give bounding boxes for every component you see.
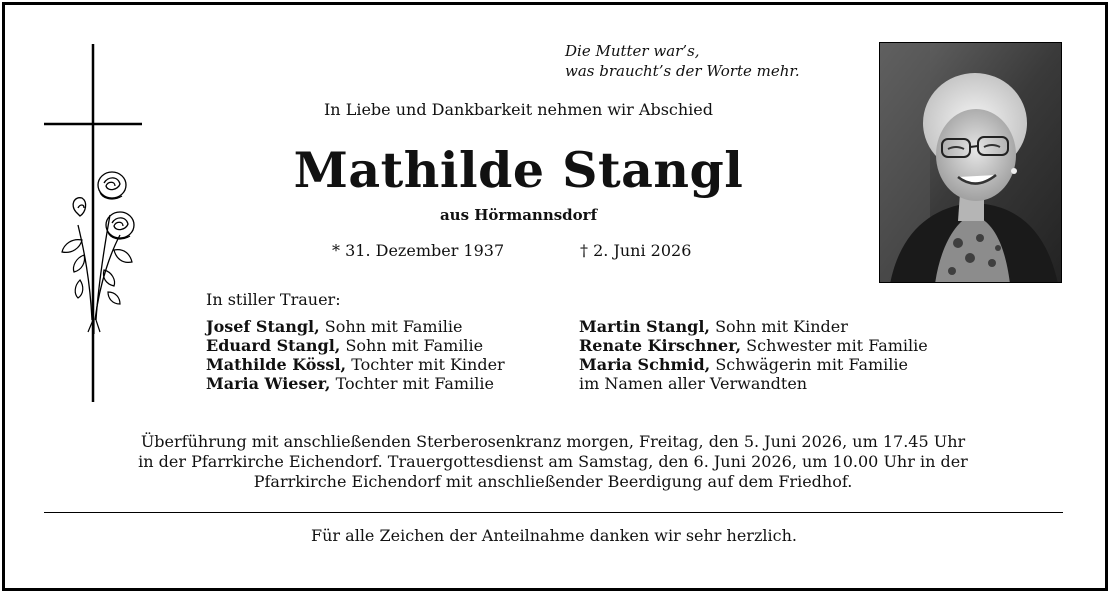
portrait-photo	[879, 42, 1062, 283]
mourner-relation: Tochter mit Familie	[335, 374, 494, 393]
mourner-relation: Schwester mit Familie	[746, 336, 928, 355]
funeral-notice	[50, 432, 1056, 492]
mourner-name: Martin Stangl,	[579, 317, 710, 336]
birth-date: * 31. Dezember 1937	[332, 241, 505, 260]
deceased-name: Mathilde Stangl	[293, 141, 744, 199]
mourners-left-column	[206, 317, 505, 393]
mourner-relation: Sohn mit Familie	[324, 317, 463, 336]
cross-with-roses-icon	[40, 40, 150, 410]
thanks-text: Für alle Zeichen der Anteilnahme danken wir sehr herzlich.	[311, 526, 797, 545]
mourner-entry	[579, 374, 928, 393]
intro-text: In Liebe und Dankbarkeit nehmen wir Abschied	[323, 100, 713, 119]
divider	[44, 512, 1063, 513]
mourner-entry	[579, 355, 928, 374]
notice-line-1: Überführung mit anschließenden Sterberosenkranz morgen, Freitag, den 5. Juni 2026, um 17.45 Uhr	[140, 432, 966, 451]
portrait-image	[880, 43, 1062, 283]
mourner-entry	[206, 336, 505, 355]
mourners-label: In stiller Trauer:	[206, 290, 341, 309]
mourner-name: Josef Stangl,	[206, 317, 320, 336]
mourner-relation: Schwägerin mit Familie	[715, 355, 908, 374]
notice-line-3: Pfarrkirche Eichendorf mit anschließender Beerdigung auf dem Friedhof.	[253, 472, 853, 491]
death-date: † 2. Juni 2026	[580, 241, 692, 260]
notice-line-2: in der Pfarrkirche Eichendorf. Trauergottesdienst am Samstag, den 6. Juni 2026, um 10.00 Uhr in der	[138, 452, 968, 471]
mourner-name: Maria Wieser,	[206, 374, 331, 393]
mourner-entry	[206, 355, 505, 374]
mourner-relation: Sohn mit Kinder	[715, 317, 848, 336]
mourner-relation: im Namen aller Verwandten	[579, 374, 808, 393]
mourner-name: Maria Schmid,	[579, 355, 711, 374]
deceased-origin: aus Hörmannsdorf	[439, 206, 598, 224]
quote-line-2: was braucht’s der Worte mehr.	[565, 62, 800, 80]
mourner-name: Mathilde Kössl,	[206, 355, 347, 374]
mourner-name: Renate Kirschner,	[579, 336, 742, 355]
quote-line-1: Die Mutter war’s,	[565, 42, 700, 60]
mourners-right-column	[579, 317, 928, 393]
mourner-entry	[206, 374, 505, 393]
mourner-relation: Tochter mit Kinder	[351, 355, 505, 374]
quote	[565, 41, 800, 81]
mourner-relation: Sohn mit Familie	[345, 336, 484, 355]
mourner-entry	[579, 317, 928, 336]
mourner-entry	[579, 336, 928, 355]
mourner-entry	[206, 317, 505, 336]
mourner-name: Eduard Stangl,	[206, 336, 341, 355]
